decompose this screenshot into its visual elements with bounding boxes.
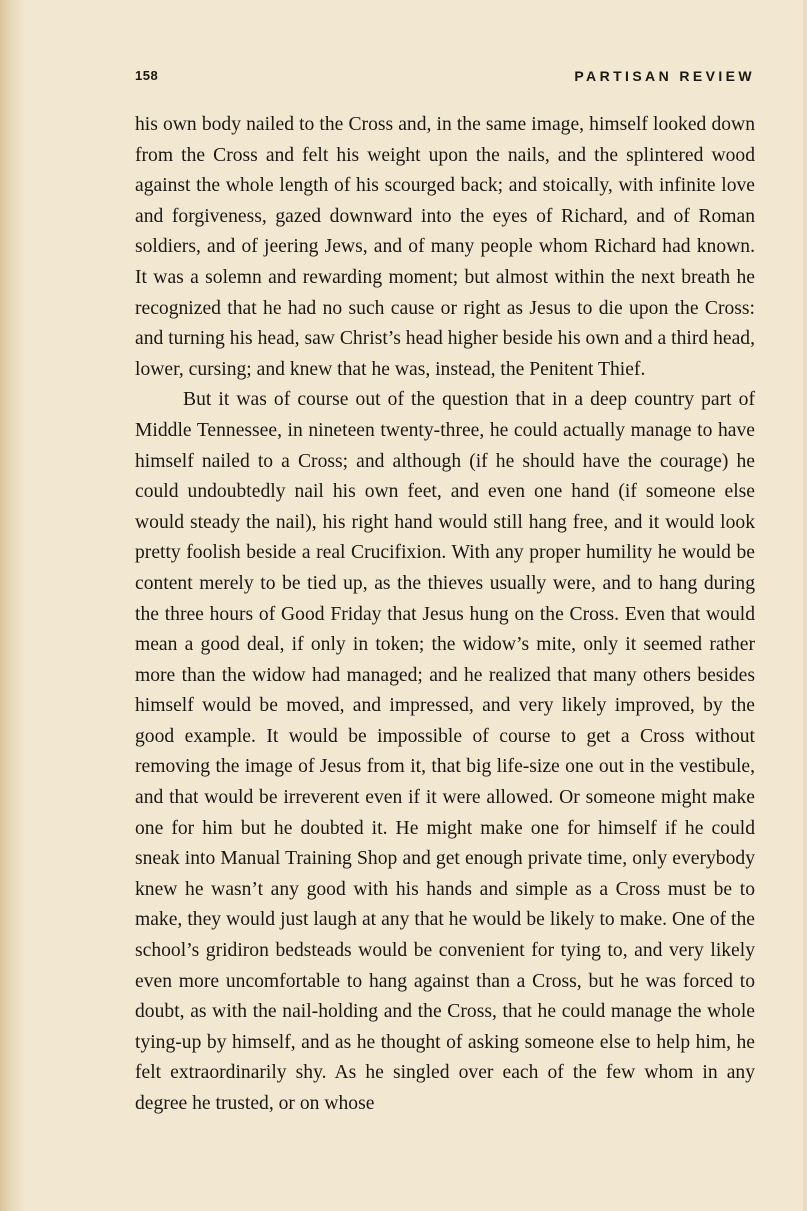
- body-text: [135, 110, 755, 1120]
- running-head: [135, 68, 755, 90]
- paragraph: But it was of course out of the question that in a deep country part of Middle Tennessee, in nineteen twenty-three, he could actually manage to have himself nailed to a Cross; and although (if he should have the courage) he could undoubtedly nail his own feet, and even one hand (if someone else would steady the nail), his right hand would still hang free, and it would look pretty foolish beside a real Crucifixion. With any proper humility he would be content merely to be tied up, as the thieves usually were, and to hang during the three hours of Good Friday that Jesus hung on the Cross. Even that would mean a good deal, if only in token; the widow’s mite, only it seemed rather more than the widow had managed; and he realized that many others besides himself would be moved, and impressed, and very likely improved, by the good example. It would be impossible of course to get a Cross without removing the image of Jesus from it, that big life-size one out in the vestibule, and that would be irreverent even if it were allowed. Or someone might make one for him but he doubted it. He might make one for himself if he could sneak into Manual Training Shop and get enough private time, only everybody knew he wasn’t any good with his hands and simple as a Cross must be to make, they would just laugh at any that he would be likely to make. One of the school’s gridiron bedsteads would be convenient for tying to, and very likely even more uncomfortable to hang against than a Cross, but he was forced to doubt, as with the nail-holding and the Cross, that he could manage the whole tying-up by himself, and as he thought of asking someone else to help him, he felt extraordinarily shy. As he singled over each of the few whom in any degree he trusted, or on whose: [135, 389, 755, 1114]
- page-number: 158: [135, 68, 159, 83]
- journal-title: PARTISAN REVIEW: [574, 68, 755, 84]
- page-edge: [803, 0, 807, 1211]
- page-binding-shadow: [0, 0, 26, 1211]
- paragraph-continued: his own body nailed to the Cross and, in the same image, himself looked down from the Cross and felt his weight upon the nails, and the splintered wood against the whole length of his scourged back; and stoically, with infinite love and forgiveness, gazed downward into the eyes of Richard, and of Roman soldiers, and of jeering Jews, and of many people whom Richard had known. It was a solemn and rewarding moment; but almost within the next breath he recognized that he had no such cause or right as Jesus to die upon the Cross: and turning his head, saw Christ’s head higher beside his own and a third head, lower, cursing; and knew that he was, instead, the Penitent Thief.: [135, 114, 755, 380]
